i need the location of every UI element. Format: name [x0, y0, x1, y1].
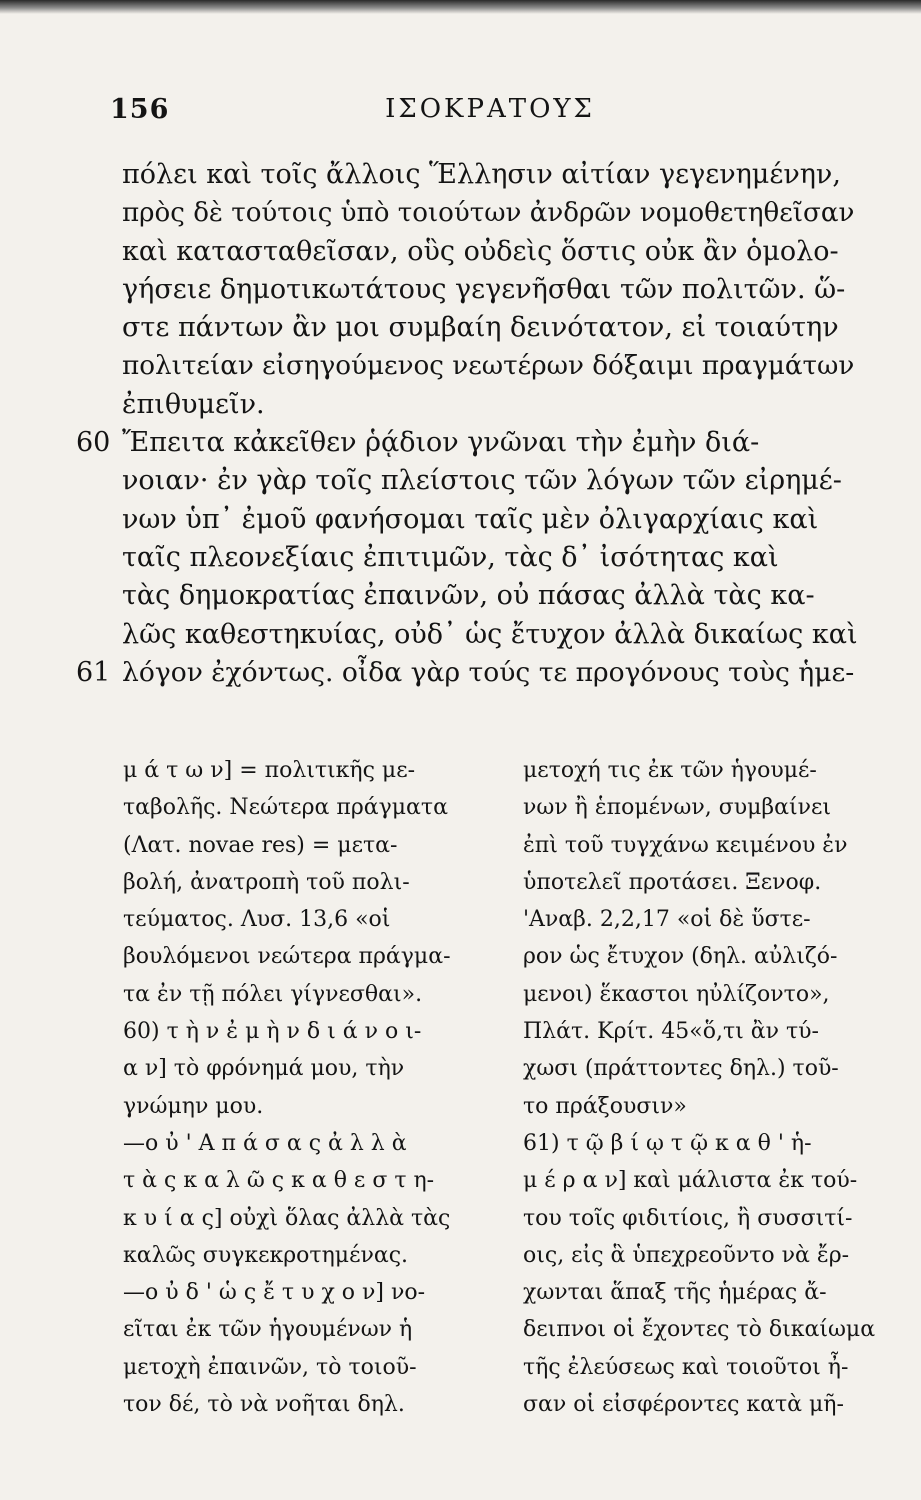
- section-number: 60: [76, 427, 111, 459]
- line-text: πολιτείαν εἰσηγούμενος νεωτέρων δόξαιμι πραγμάτων: [122, 351, 855, 382]
- note-line: εῖται ἐκ τῶν ἡγουμένων ἡ: [123, 1317, 413, 1343]
- page-header: [110, 94, 870, 134]
- note-line: 60) τ ὴ ν ἐ μ ὴ ν δ ι ά ν ο ι-: [123, 1019, 422, 1045]
- note-line: μετοχὴ ἐπαινῶν, τὸ τοιοῦ-: [123, 1354, 417, 1380]
- note-line: βολή, ἀνατροπὴ τοῦ πολι-: [123, 869, 410, 895]
- line-text: νοιαν· ἐν γὰρ τοῖς πλείστοις τῶν λόγων τῶν εἰρημέ-: [122, 465, 842, 497]
- note-line: ἐπὶ τοῦ τυγχάνω κειμένου ἐν: [523, 832, 848, 858]
- text-line: [122, 156, 862, 194]
- note-line: δειπνοι οἱ ἔχοντες τὸ δικαίωμα: [523, 1317, 876, 1343]
- text-line: [122, 233, 862, 271]
- text-line: [122, 386, 862, 424]
- line-text: γήσειε δημοτικωτάτους γεγενῆσθαι τῶν πολιτῶν. ὥ-: [122, 273, 846, 305]
- main-text: [76, 156, 862, 692]
- note-line: μ έ ρ α ν] καὶ μάλιστα ἐκ τού-: [523, 1168, 858, 1194]
- note-line: τον δέ, τὸ νὰ νοῆται δηλ.: [123, 1392, 405, 1418]
- note-line: 'Αναβ. 2,2,17 «οἱ δὲ ὕστε-: [523, 907, 811, 933]
- text-line: [122, 309, 862, 347]
- text-line: [122, 616, 862, 654]
- text-line: [122, 271, 862, 309]
- text-line: [122, 577, 862, 615]
- note-line: τῆς ἐλεύσεως καὶ τοιοῦτοι ἦ-: [523, 1354, 849, 1380]
- note-line: καλῶς συγκεκροτημένας.: [123, 1242, 409, 1268]
- text-line: [122, 501, 862, 539]
- line-text: ἐπιθυμεῖν.: [122, 388, 265, 420]
- note-line: μ ά τ ω ν] = πολιτικῆς με-: [123, 758, 416, 783]
- page-number: 156: [110, 94, 170, 125]
- text-line: [122, 347, 862, 385]
- line-text: πρὸς δὲ τούτοις ὑπὸ τοιούτων ἀνδρῶν νομοθετηθεῖσαν: [122, 198, 855, 229]
- note-line: νων ἢ ἑπομένων, συμβαίνει: [523, 795, 832, 821]
- note-line: Πλάτ. Κρίτ. 45«ὅ,τι ἂν τύ-: [523, 1019, 819, 1045]
- notes-right-column: [523, 752, 893, 1423]
- page-top-edge: [0, 0, 921, 14]
- line-text: Ἔπειτα κἀκεῖθεν ῥᾴδιον γνῶναι τὴν ἐμὴν διά-: [122, 427, 760, 459]
- note-line: ρον ὡς ἔτυχον (δηλ. αὐλιζό-: [523, 944, 838, 970]
- text-line: [76, 424, 862, 462]
- notes-left-column: [123, 752, 485, 1423]
- note-line: μενοι) ἕκαστοι ηὐλίζοντο»,: [523, 981, 830, 1007]
- note-line: τεύματος. Λυσ. 13,6 «οἱ: [123, 907, 391, 933]
- note-line: χωσι (πράττοντες δηλ.) τοῦ-: [523, 1056, 839, 1082]
- note-line: το πράξουσιν»: [523, 1093, 687, 1119]
- note-line: γνώμην μου.: [123, 1093, 264, 1119]
- line-text: τὰς δημοκρατίας ἐπαινῶν, οὐ πάσας ἀλλὰ τὰς κα-: [122, 580, 815, 612]
- note-line: χωνται ἅπαξ τῆς ἡμέρας ἄ-: [523, 1280, 827, 1306]
- note-line: ταβολῆς. Νεώτερα πράγματα: [123, 795, 448, 821]
- line-text: στε πάντων ἂν μοι συμβαίη δεινότατον, εἰ τοιαύτην: [122, 312, 839, 344]
- note-line: 61) τ ῷ β ί ῳ τ ῷ κ α θ ' ἡ-: [523, 1130, 812, 1156]
- note-line: —ο ὐ ' Α π ά σ α ς ἀ λ λ ὰ: [123, 1130, 407, 1156]
- note-line: ὑποτελεῖ προτάσει. Ξενοφ.: [523, 869, 822, 895]
- note-line: τ ὰ ς κ α λ ῶ ς κ α θ ε σ τ η-: [123, 1168, 435, 1194]
- line-text: πόλει καὶ τοῖς ἄλλοις Ἕλλησιν αἰτίαν γεγενημένην,: [122, 159, 841, 190]
- line-text: νων ὑπ᾽ ἐμοῦ φανήσομαι ταῖς μὲν ὀλιγαρχίαις καὶ: [122, 503, 819, 535]
- note-line: βουλόμενοι νεώτερα πράγμα-: [123, 944, 451, 970]
- note-line: κ υ ί α ς] οὐχὶ ὅλας ἀλλὰ τὰς: [123, 1205, 451, 1231]
- text-line: [122, 462, 862, 500]
- note-line: οις, εἰς ἃ ὑπεχρεοῦντο νὰ ἔρ-: [523, 1242, 850, 1268]
- note-line: τα ἐν τῇ πόλει γίγνεσθαι».: [123, 981, 423, 1007]
- section-number: 61: [76, 656, 111, 688]
- text-line: [122, 194, 862, 232]
- text-line: [122, 539, 862, 577]
- note-line: α ν] τὸ φρόνημά μου, τὴν: [123, 1056, 405, 1082]
- note-line: —ο ὐ δ ' ὡ ς ἔ τ υ χ ο ν] νο-: [123, 1280, 426, 1306]
- running-title: ΙΣΟΚΡΑΤΟΥΣ: [385, 94, 595, 124]
- line-text: ταῖς πλεονεξίαις ἐπιτιμῶν, τὰς δ᾽ ἰσότητας καὶ: [122, 541, 779, 573]
- note-line: μετοχή τις ἐκ τῶν ἡγουμέ-: [523, 758, 817, 783]
- line-text: καὶ κατασταθεῖσαν, οὓς οὐδεὶς ὅστις οὐκ ἂν ὁμολο-: [122, 235, 839, 267]
- note-line: σαν οἱ εἰσφέροντες κατὰ μῆ-: [523, 1392, 844, 1418]
- line-text: λόγον ἐχόντως. οἶδα γὰρ τούς τε προγόνους τοὺς ἡμε-: [122, 656, 855, 688]
- note-line: (Λατ. novae res) = μετα-: [123, 832, 398, 858]
- line-text: λῶς καθεστηκυίας, οὐδ᾽ ὡς ἔτυχον ἀλλὰ δικαίως καὶ: [122, 618, 858, 650]
- note-line: του τοῖς φιδιτίοις, ἢ συσσιτί-: [523, 1205, 853, 1231]
- text-line: [76, 654, 862, 692]
